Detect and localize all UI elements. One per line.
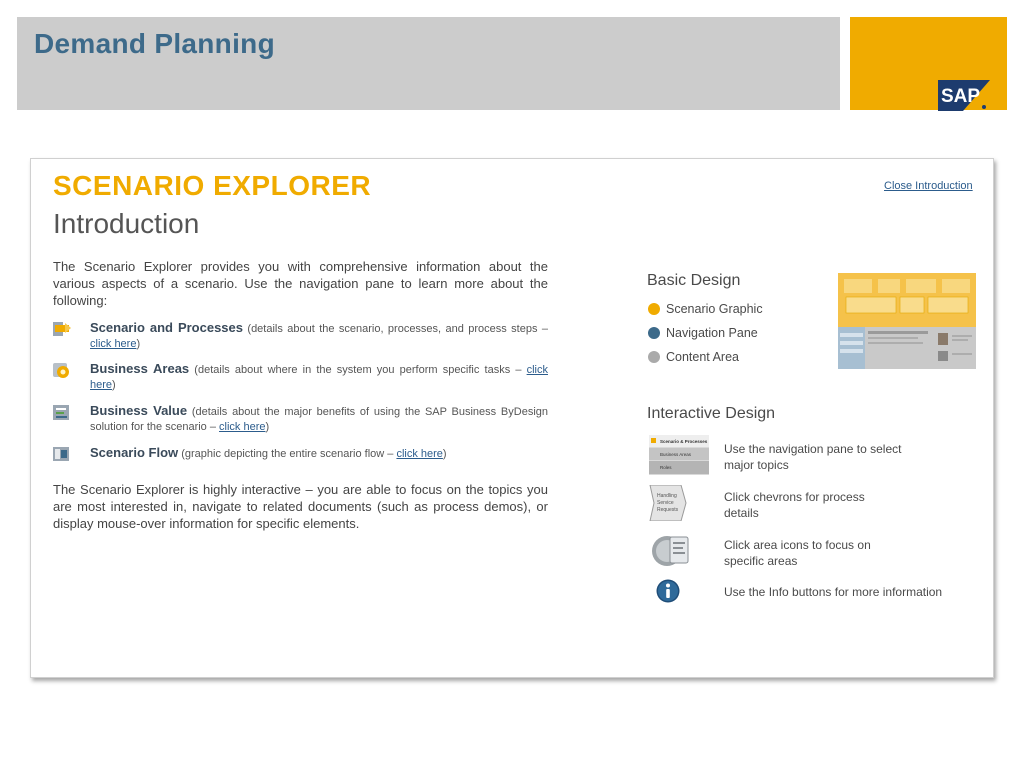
gray-dot-icon bbox=[648, 351, 660, 363]
interactive-row-chevrons: Click chevrons for process details bbox=[724, 490, 865, 520]
click-here-link[interactable]: click here bbox=[219, 420, 266, 433]
nav-mini-item: Roles bbox=[660, 465, 672, 470]
chevron-mini-label: Requests bbox=[657, 507, 679, 513]
nav-mini-item: Business Areas bbox=[660, 452, 692, 457]
interactive-design-heading: Interactive Design bbox=[647, 405, 776, 422]
business-value-icon bbox=[53, 405, 71, 421]
info-icon bbox=[656, 579, 680, 603]
navigation-pane-icon bbox=[649, 435, 709, 475]
intro-paragraph: The Scenario Explorer provides you with comprehensive information about the various aspects of a scenario. Use the navigation pane to learn more about the following: bbox=[53, 259, 548, 308]
section-title: SCENARIO EXPLORER bbox=[53, 170, 372, 201]
scenario-processes-icon bbox=[53, 322, 71, 338]
chevron-icon bbox=[649, 485, 687, 521]
sap-logo-text: SAP bbox=[941, 86, 981, 107]
interactive-row-navigation: Use the navigation pane to select major topics bbox=[724, 442, 902, 472]
legend-label: Navigation Pane bbox=[666, 326, 758, 340]
topic-description-end: ) bbox=[112, 378, 116, 391]
section-subtitle: Introduction bbox=[53, 208, 200, 239]
topic-description-end: ) bbox=[442, 448, 447, 460]
interactive-row-area-icons: Click area icons to focus on specific areas bbox=[724, 538, 871, 568]
nav-mini-item: Scenario & Processes bbox=[660, 439, 708, 444]
click-here-link[interactable]: click here bbox=[90, 364, 548, 391]
sap-logo bbox=[938, 80, 990, 111]
topic-name: Business Value bbox=[90, 403, 188, 418]
blue-dot-icon bbox=[648, 327, 660, 339]
legend-scenario-graphic bbox=[648, 301, 763, 317]
interactive-row-info-buttons: Use the Info buttons for more information bbox=[724, 585, 943, 599]
topic-description: (details about where in the system you perform specific tasks – bbox=[189, 364, 527, 376]
legend-label: Content Area bbox=[666, 350, 739, 364]
close-introduction-link[interactable]: Close Introduction bbox=[884, 180, 973, 192]
basic-design-heading: Basic Design bbox=[647, 272, 741, 289]
page-title: Demand Planning bbox=[34, 28, 275, 59]
area-icon bbox=[650, 533, 690, 569]
chevron-mini-label: Handling bbox=[657, 493, 677, 499]
topic-description-end: ) bbox=[265, 420, 270, 433]
topic-item-scenario-flow bbox=[53, 446, 548, 462]
topic-description: (details about the major benefits of using the SAP Business ByDesign solution for the scenario – bbox=[90, 406, 548, 433]
basic-design-thumbnail bbox=[838, 273, 976, 369]
topic-name: Scenario Flow bbox=[90, 445, 179, 460]
legend-label: Scenario Graphic bbox=[666, 302, 763, 316]
business-areas-icon bbox=[53, 363, 71, 379]
topic-item-business-value bbox=[53, 404, 548, 434]
click-here-link[interactable]: click here bbox=[396, 448, 443, 460]
topic-description: (graphic depicting the entire scenario flow – bbox=[178, 448, 397, 460]
legend-navigation-pane bbox=[648, 325, 758, 341]
legend-content-area bbox=[648, 349, 739, 365]
scenario-flow-icon bbox=[53, 447, 71, 463]
topic-item-scenario-processes bbox=[53, 321, 548, 351]
topic-description-end: ) bbox=[136, 337, 141, 350]
topic-description: (details about the scenario, processes, and process steps – bbox=[243, 323, 548, 335]
click-here-link[interactable]: click here bbox=[90, 337, 137, 350]
chevron-mini-label: Service bbox=[657, 500, 674, 506]
outro-paragraph: The Scenario Explorer is highly interactive – you are able to focus on the topics you are most interested in, navigate to related documents (such as process demos), or display mouse-over information for specific elements. bbox=[53, 482, 548, 531]
yellow-dot-icon bbox=[648, 303, 660, 315]
topic-name: Business Areas bbox=[90, 361, 190, 376]
topic-item-business-areas bbox=[53, 362, 548, 392]
topic-name: Scenario and Processes bbox=[90, 320, 243, 335]
